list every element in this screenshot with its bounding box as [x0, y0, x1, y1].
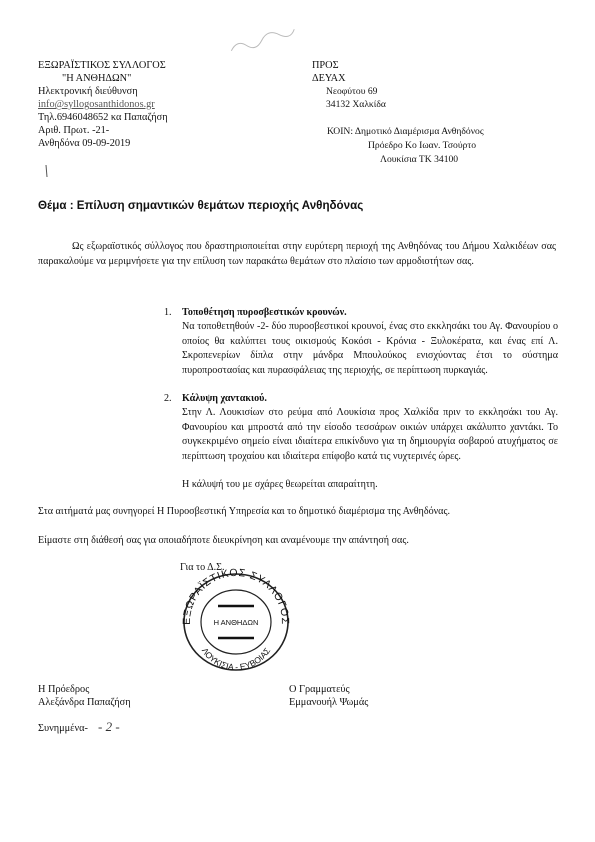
secretary-role: Ο Γραμματεύς — [289, 684, 350, 695]
for-board-label: Για το Δ.Σ. — [180, 562, 225, 573]
sender-phone: Τηλ.6946048652 κα Παπαζήση — [38, 112, 168, 123]
recipient-street: Νεοφύτου 69 — [326, 86, 378, 97]
item-1-number: 1. — [164, 307, 172, 318]
item-2-extra: Η κάλυψή του με σχάρες θεωρείται απαραίτητη. — [182, 479, 378, 490]
stamp-outer-bottom: ΛΟΥΚΙΣΙΑ - ΕΥΒΟΙΑΣ — [199, 645, 273, 673]
intro-paragraph — [38, 240, 556, 269]
email-link[interactable]: info@syllogosanthidonos.gr — [38, 99, 155, 110]
support-paragraph: Στα αιτήματά μας συνηγορεί Η Πυροσβεστική Υπηρεσία και το δημοτικό διαμέρισμα της Ανθηδόνας. — [38, 506, 450, 517]
item-2-title: Κάλυψη χαντακιού. — [182, 393, 267, 404]
handwritten-tick — [44, 164, 50, 182]
item-2-number: 2. — [164, 393, 172, 404]
item-1-title: Τοποθέτηση πυροσβεστικών κρουνών. — [182, 307, 347, 318]
koin-line-2: Πρόεδρο Κο Ιωαν. Τσούρτο — [368, 140, 477, 151]
email-label: Ηλεκτρονική διεύθυνση — [38, 86, 138, 97]
available-paragraph: Είμαστε στη διάθεσή σας για οποιαδήποτε διευκρίνηση και αναμένουμε την απάντησή σας. — [38, 535, 409, 546]
svg-text:ΕΞΩΡΑΪΣΤΙΚΟΣ ΣΥΛΛΟΓΟΣ — [181, 567, 291, 625]
subject-line: Θέμα : Επίλυση σημαντικών θεμάτων περιοχής Ανθηδόνας — [38, 199, 364, 212]
svg-text:ΛΟΥΚΙΣΙΑ - ΕΥΒΟΙΑΣ — [200, 646, 272, 672]
attachments-label: Συνημμένα- — [38, 723, 88, 734]
item-2-body: Στην Λ. Λουκισίων στο ρεύμα από Λουκίσια προς Χαλκίδα πριν το εκκλησάκι του Αγ. Φανουρίου και μπροστά από την είσοδο τεσσάρων οικιών υπάρχει ακάλυπτο χαντάκι. Το συγκεκριμένο σημείο είναι ιδιαίτερα επικίνδυνο για τη δημιουργία σοβαρού ατυχήματος σε περίπτωση τροχαίου και ιδιαίτερα επίφοβο κατά τις νυχτερινές ώρες. — [182, 407, 558, 462]
place-date: Ανθηδόνα 09-09-2019 — [38, 138, 131, 149]
recipient-city: 34132 Χαλκίδα — [326, 99, 386, 110]
stamp-center: Η ΑΝΘΗΔΩΝ — [213, 618, 259, 627]
item-1-body: Να τοποθετηθούν -2- δύο πυροσβεστικοί κρουνοί, ένας στο εκκλησάκι του Αγ. Φανουρίου ο οποίος θα καλύπτει τους οικισμούς Κοκόσι - Κρόνια - Ξυλοκέρατα, και ένας επί Λ. Σκροπενερίων δίπλα στην μάνδρα Μπουλούκος ενισχύοντας έτσι το σύστημα πυροπροστασίας και πυρασφάλειας της περιοχής, σε περίπτωση πυρκαγιάς. — [182, 321, 558, 376]
president-role: Η Πρόεδρος — [38, 684, 90, 695]
sender-name: ΕΞΩΡΑΪΣΤΙΚΟΣ ΣΥΛΛΟΓΟΣ — [38, 60, 166, 71]
sender-name-2: "Η ΑΝΘΗΔΩΝ" — [62, 73, 132, 84]
protocol-number: Αριθ. Πρωτ. -21- — [38, 125, 110, 136]
recipient-to: ΠΡΟΣ — [312, 60, 339, 71]
stamp-outer-top: ΕΞΩΡΑΪΣΤΙΚΟΣ ΣΥΛΛΟΓΟΣ — [180, 566, 292, 625]
president-name: Αλεξάνδρα Παπαζήση — [38, 697, 131, 708]
secretary-name: Εμμανουήλ Ψωμάς — [289, 697, 369, 708]
recipient-org: ΔΕΥΑΧ — [312, 73, 346, 84]
attachments-value: - 2 - — [98, 719, 120, 734]
koin-line-3: Λουκίσια ΤΚ 34100 — [380, 154, 459, 165]
handwritten-scribble — [227, 25, 299, 57]
association-stamp — [176, 566, 296, 676]
koin-line-1: ΚΟΙΝ: Δημοτικό Διαμέρισμα Ανθηδόνος — [327, 126, 484, 137]
intro-text: Ως εξωραϊστικός σύλλογος που δραστηριοποιείται στην ευρύτερη περιοχή της Ανθηδόνας του Δήμου Χαλκιδέων σας παρακαλούμε να μεριμνήσετε για την επίλυση των παρακάτω θεμάτων στο πλαίσιο των αρμοδιοτήτων σας. — [38, 241, 556, 267]
